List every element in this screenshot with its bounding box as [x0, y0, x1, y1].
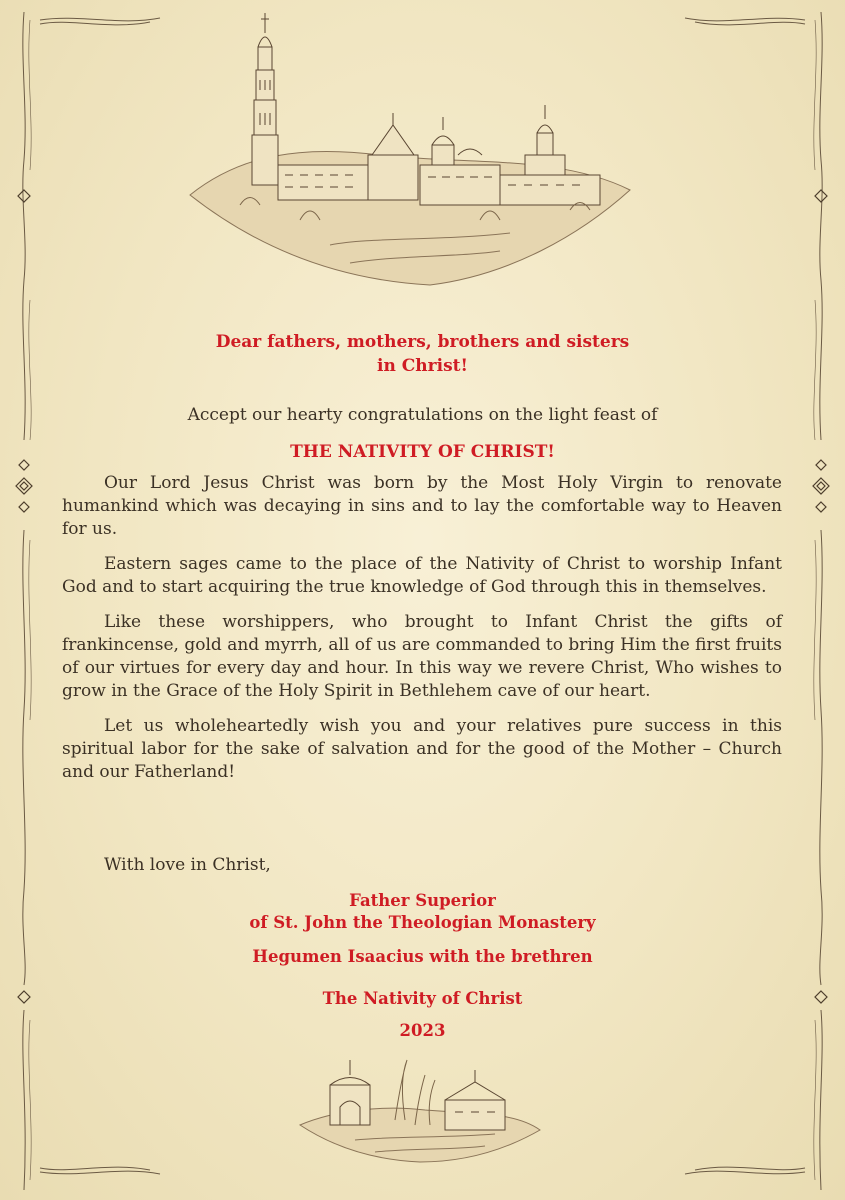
signature-line-2: of St. John the Theologian Monastery — [249, 913, 596, 932]
intro-line: Accept our hearty congratulations on the light feast of — [187, 405, 658, 425]
signature-line-1: Father Superior — [349, 891, 496, 910]
monastery-gate-engraving — [295, 1040, 545, 1165]
greeting-heading — [120, 330, 725, 378]
paragraph: Eastern sages came to the place of the Nativity of Christ to worship Infant God and to start acquiring the true knowledge of God through this in themselves. — [62, 554, 782, 597]
signature-title — [120, 890, 725, 934]
date-line: The Nativity of Christ — [322, 989, 523, 1008]
year: 2023 — [399, 1021, 446, 1040]
paragraph: Our Lord Jesus Christ was born by the Most Holy Virgin to renovate humankind which was decaying in sins and to lay the comfortable way to Heaven for us. — [62, 473, 782, 539]
greeting-line-1: Dear fathers, mothers, brothers and sisters — [215, 332, 630, 352]
feast-title: THE NATIVITY OF CHRIST! — [290, 442, 555, 462]
paragraph: Like these worshippers, who brought to Infant Christ the gifts of frankincense, gold and myrrh, all of us are commanded to bring Him the first fruits of our virtues for every day and hour. In this way we revere Christ, Who wishes to grow in the Grace of the Holy Spirit in Bethlehem cave of our heart. — [62, 612, 782, 701]
paragraph: Let us wholeheartedly wish you and your relatives pure success in this spiritual labor for the sake of salvation and for the good of the Mother – Church and our Fatherland! — [62, 716, 782, 782]
closing-line: With love in Christ, — [104, 855, 271, 875]
signature-name: Hegumen Isaacius with the brethren — [252, 947, 593, 966]
letter-body — [62, 472, 782, 796]
greeting-line-2: in Christ! — [377, 356, 468, 376]
monastery-engraving — [180, 5, 640, 295]
